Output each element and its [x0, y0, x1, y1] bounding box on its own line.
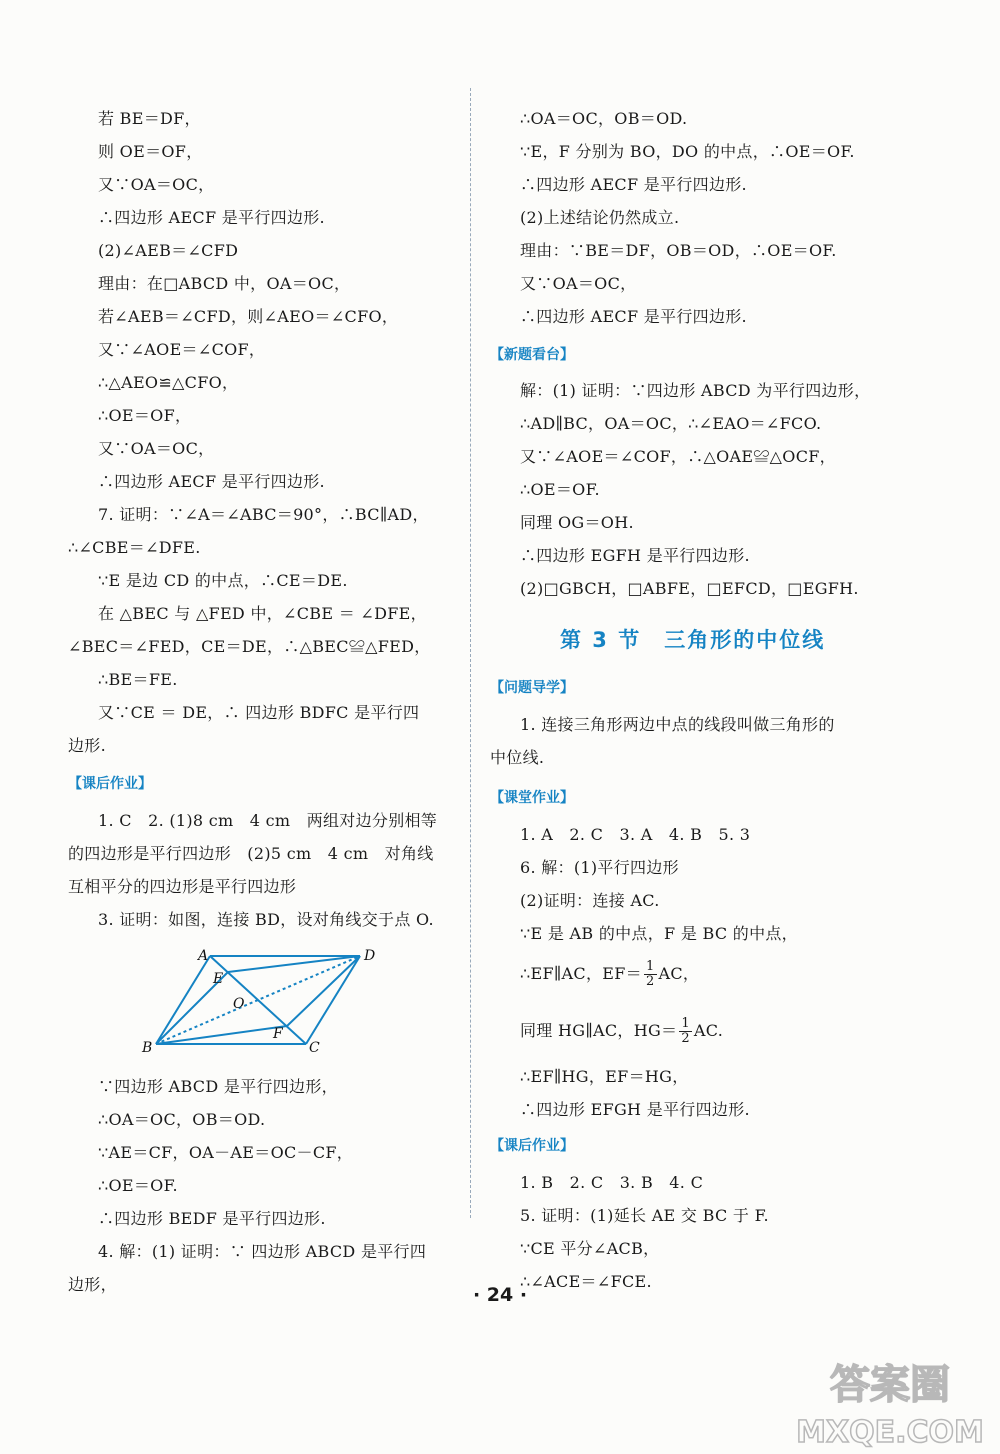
after-class-homework-tag: 【课后作业】 — [490, 1138, 574, 1154]
class-homework-tag: 【课堂作业】 — [490, 790, 574, 806]
answer-line: ∵CE 平分∠ACB， — [520, 1239, 660, 1258]
text-line: 边形， — [68, 1275, 117, 1294]
text-line: ∴∠CBE＝∠DFE. — [68, 538, 201, 557]
text-line: 解：(1) 证明：∵四边形 ABCD 为平行四边形， — [520, 381, 871, 400]
text-line: 又∵OA＝OC， — [98, 439, 215, 458]
fraction-line — [520, 960, 699, 989]
text-line: 又∵CE ＝ DE，∴ 四边形 BDFC 是平行四 — [98, 703, 420, 722]
text-line: ∴四边形 AECF 是平行四边形. — [520, 307, 747, 326]
text-line: ∴四边形 AECF 是平行四边形. — [98, 208, 325, 227]
text-line: 中位线. — [490, 748, 545, 767]
text-line: ∴四边形 EGFH 是平行四边形. — [520, 546, 750, 565]
fraction-numerator: 1 — [645, 959, 655, 974]
text-line: ∴四边形 AECF 是平行四边形. — [98, 472, 325, 491]
text-line: (2)□GBCH，□ABFE，□EFCD，□EGFH. — [520, 579, 859, 598]
answer-line: (2)证明：连接 AC. — [520, 891, 660, 910]
text-line: 7. 证明：∵∠A＝∠ABC＝90°，∴BC∥AD， — [98, 505, 429, 524]
text-line: ∠BEC＝∠FED，CE＝DE，∴△BEC≌△FED， — [68, 637, 431, 656]
one-half-fraction — [644, 960, 657, 989]
label-a: A — [198, 948, 209, 964]
page-number: · 24 · — [472, 1284, 528, 1306]
guide-tag: 【问题导学】 — [490, 680, 574, 696]
answer-line: 1. A 2. C 3. A 4. B 5. 3 — [520, 825, 751, 844]
fraction-denominator: 2 — [681, 1031, 690, 1046]
fraction-line — [520, 1017, 723, 1046]
text-line: 同理 OG＝OH. — [520, 513, 634, 532]
answer-line: 3. 证明：如图，连接 BD，设对角线交于点 O. — [98, 910, 434, 929]
answer-line: 5. 证明：(1)延长 AE 交 BC 于 F. — [520, 1206, 769, 1225]
text-line: 理由：在□ABCD 中，OA＝OC， — [98, 274, 351, 293]
answer-line: ∴∠ACE＝∠FCE. — [520, 1272, 652, 1291]
fraction-line-prefix: 同理 HG∥AC，HG＝ — [520, 1021, 678, 1040]
answer-line: 6. 解：(1)平行四边形 — [520, 858, 679, 877]
one-half-fraction — [679, 1017, 692, 1046]
site-watermark-logo — [790, 1350, 990, 1450]
text-line: ∴EF∥HG，EF＝HG， — [520, 1067, 689, 1086]
text-line: 1. 连接三角形两边中点的线段叫做三角形的 — [520, 715, 835, 734]
fraction-numerator: 1 — [681, 1016, 690, 1031]
watermark-bottom-text: MXQE.COM — [796, 1415, 984, 1450]
new-questions-tag: 【新题看台】 — [490, 347, 574, 363]
text-line: ∴AD∥BC，OA＝OC，∴∠EAO＝∠FCO. — [520, 414, 822, 433]
text-line: ∵四边形 ABCD 是平行四边形， — [98, 1077, 338, 1096]
text-line: (2)上述结论仍然成立. — [520, 208, 680, 227]
text-line: ∴OE＝OF. — [520, 480, 600, 499]
label-f: F — [273, 1026, 283, 1042]
text-line: 又∵∠AOE＝∠COF，∴△OAE≌△OCF， — [520, 447, 836, 466]
text-line: 若∠AEB＝∠CFD，则∠AEO＝∠CFO， — [98, 307, 399, 326]
edge-ab — [156, 956, 210, 1044]
text-line: ∵E 是边 CD 的中点，∴CE＝DE. — [98, 571, 348, 590]
fraction-denominator: 2 — [645, 974, 655, 989]
text-line: ∵E，F 分别为 BO，DO 的中点，∴OE＝OF. — [520, 142, 855, 161]
label-o: O — [233, 996, 245, 1012]
text-line: 则 OE＝OF， — [98, 142, 203, 161]
text-line: ∴BE＝FE. — [98, 670, 178, 689]
text-line: 若 BE＝DF， — [98, 109, 201, 128]
text-line: ∴四边形 BEDF 是平行四边形. — [98, 1209, 326, 1228]
text-line: ∴OA＝OC，OB＝OD. — [520, 109, 688, 128]
fraction-line-prefix: ∴EF∥AC，EF＝ — [520, 964, 642, 983]
text-line: ∵AE＝CF，OA－AE＝OC－CF， — [98, 1143, 354, 1162]
answer-line: 1. C 2. (1)8 cm 4 cm 两组对边分别相等 — [98, 811, 438, 830]
text-line: 又∵OA＝OC， — [520, 274, 637, 293]
text-line: ∴四边形 EFGH 是平行四边形. — [520, 1100, 750, 1119]
text-line: 理由：∵BE＝DF，OB＝OD，∴OE＝OF. — [520, 241, 837, 260]
text-line: ∴OE＝OF. — [98, 1176, 178, 1195]
label-b: B — [142, 1040, 153, 1056]
label-d: D — [364, 948, 376, 964]
label-c: C — [309, 1040, 320, 1056]
text-line: 又∵∠AOE＝∠COF， — [98, 340, 266, 359]
answer-line: 的四边形是平行四边形 (2)5 cm 4 cm 对角线 — [68, 844, 434, 863]
text-line: 又∵OA＝OC， — [98, 175, 215, 194]
text-line: ∴△AEO≌△CFO， — [98, 373, 239, 392]
text-line: ∴四边形 AECF 是平行四边形. — [520, 175, 747, 194]
text-line: (2)∠AEB＝∠CFD — [98, 241, 239, 260]
answer-line: ∵E 是 AB 的中点，F 是 BC 的中点， — [520, 924, 798, 943]
text-line: ∴OE＝OF， — [98, 406, 192, 425]
answer-line: 互相平分的四边形是平行四边形 — [68, 877, 297, 896]
answer-line: 1. B 2. C 3. B 4. C — [520, 1173, 704, 1192]
segment-bf — [156, 1026, 287, 1044]
fraction-line-suffix: AC. — [693, 1021, 724, 1040]
text-line: 4. 解：(1) 证明：∵ 四边形 ABCD 是平行四 — [98, 1242, 427, 1261]
text-line: 在 △BEC 与 △FED 中，∠CBE ＝ ∠DFE， — [98, 604, 427, 623]
section-title: 第 3 节 三角形的中位线 — [560, 628, 826, 652]
text-line: 边形. — [68, 736, 106, 755]
homework-tag: 【课后作业】 — [68, 776, 152, 792]
watermark-top-text: 答案圈 — [830, 1362, 950, 1408]
fraction-line-suffix: AC， — [658, 964, 700, 983]
label-e: E — [213, 971, 224, 987]
column-divider — [470, 88, 471, 1218]
parallelogram-figure — [80, 840, 400, 1056]
text-line: ∴OA＝OC，OB＝OD. — [98, 1110, 266, 1129]
